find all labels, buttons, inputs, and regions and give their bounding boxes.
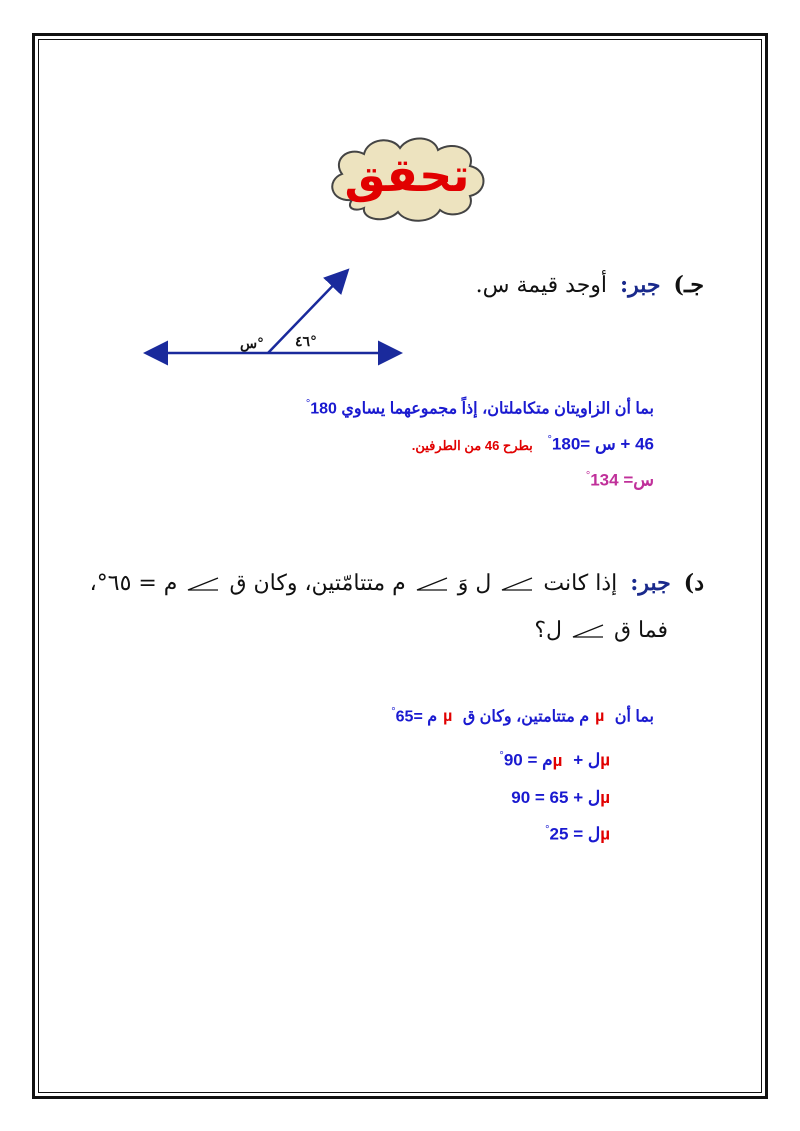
question-d: د) جبر: إذا كانت ل وَ م متتامّتين، وكان ق م = ٦٥°، — [89, 570, 704, 596]
angle-icon — [571, 624, 605, 638]
solution-c-equation: 46 + س =180 — [551, 434, 654, 454]
title-cloud — [322, 130, 492, 226]
degree-symbol: ° — [545, 824, 550, 836]
degree-symbol: ° — [305, 398, 311, 410]
solution-c-line1: بما أن الزاويتان متكاملتان، إذاً مجموعهما يساوي 180° — [305, 398, 654, 418]
solution-c-note: بطرح 46 من الطرفين. — [411, 437, 533, 453]
degree-symbol: ° — [391, 706, 396, 718]
question-c-keyword: جبر: — [620, 272, 661, 298]
angle-figure — [140, 262, 410, 372]
degree-symbol: ° — [547, 434, 552, 446]
question-c — [476, 272, 704, 298]
solution-d-line4: µل = 25° — [545, 824, 610, 844]
angle-symbol: µ — [552, 750, 563, 770]
angle-icon — [186, 577, 220, 591]
solution-c-line3: س= 134° — [585, 470, 654, 490]
question-c-letter: جـ) — [673, 272, 704, 298]
question-d-keyword: جبر: — [630, 570, 671, 596]
angle-symbol: µ — [600, 788, 610, 807]
question-d-letter: د) — [683, 570, 704, 596]
page-title: تحقق — [344, 148, 470, 202]
solution-d-line2: µل + µم = 90° — [499, 750, 610, 770]
angle-icon — [415, 577, 449, 591]
angle-symbol: µ — [595, 708, 605, 726]
angle-symbol: µ — [600, 750, 610, 770]
solution-c-line2 — [412, 434, 654, 455]
angle-symbol: µ — [600, 824, 610, 844]
degree-symbol: ° — [585, 470, 591, 482]
question-c-text: أوجد قيمة س. — [475, 273, 608, 298]
question-d-line2: فما ق ل؟ — [534, 618, 668, 643]
angle-icon — [500, 577, 534, 591]
solution-d-line3: µل + 65 = 90 — [511, 788, 610, 807]
degree-symbol: ° — [499, 750, 504, 762]
angle-symbol: µ — [443, 708, 453, 726]
angle-x-label: س° — [239, 336, 265, 352]
angle-46-label: ٤٦° — [294, 334, 318, 350]
solution-d-line1: بما أن µم متتامتين، وكان ق µم =65° — [391, 706, 654, 726]
